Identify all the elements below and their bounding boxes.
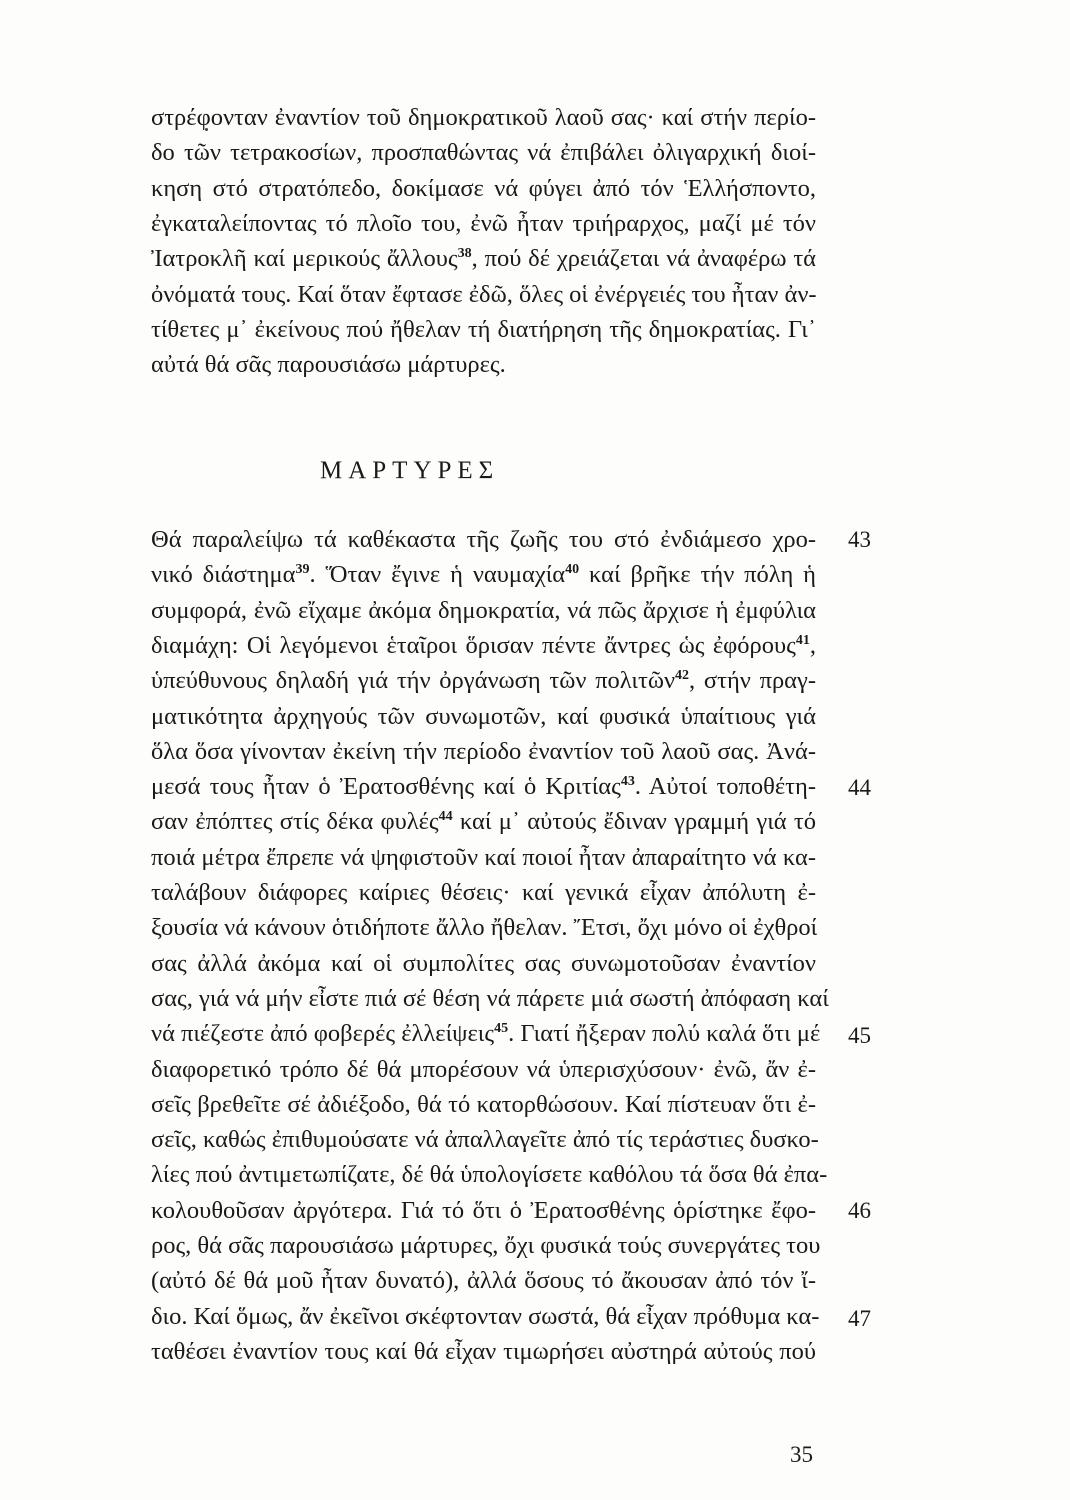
margin-number: 45 bbox=[848, 1023, 871, 1048]
margin-number: 47 bbox=[848, 1306, 871, 1331]
text-segment: , πού δέ χρειάζεται νά ἀναφέρω τά bbox=[471, 245, 816, 273]
margin-number: 44 bbox=[848, 775, 871, 800]
text-line bbox=[151, 1019, 821, 1049]
text-segment: νά πιέζεστε ἀπό φοβερές ἐλλείψεις bbox=[151, 1020, 495, 1048]
text-segment: , bbox=[809, 631, 816, 659]
text-line: ὀνόματά τους. Καί ὅταν ἔφτασε ἐδῶ, ὅλες οἱ ἐνέργειές του ἦταν ἀν- bbox=[151, 280, 817, 308]
text-line bbox=[151, 560, 816, 590]
text-segment: . Αὐτοί τοποθέτη- bbox=[634, 773, 816, 801]
text-line: ὅλα ὅσα γίνονταν ἐκείνη τήν περίοδο ἐναντίον τοῦ λαοῦ σας. Ἀνά- bbox=[151, 737, 816, 765]
text-segment: διαμάχη: Οἱ λεγόμενοι ἑταῖροι ὅρισαν πέντε ἄντρες ὡς ἐφόρους bbox=[151, 631, 796, 659]
text-line: αὐτά θά σᾶς παρουσιάσω μάρτυρες. bbox=[151, 351, 506, 379]
text-line bbox=[151, 807, 816, 837]
footnote-marker: 44 bbox=[438, 809, 453, 825]
text-line: ματικότητα ἀρχηγούς τῶν συνωμοτῶν, καί φυσικά ὑπαίτιους γιά bbox=[151, 702, 816, 730]
text-segment: μεσά τους ἦταν ὁ Ἐρατοσθένης καί ὁ Κριτίας bbox=[151, 773, 621, 801]
margin-number: 46 bbox=[848, 1198, 871, 1223]
text-line: ταλάβουν διάφορες καίριες θέσεις· καί γενικά εἶχαν ἀπόλυτη ἐ- bbox=[151, 879, 816, 906]
footnote-marker: 45 bbox=[494, 1021, 509, 1037]
text-segment: καί βρῆκε τήν πόλη ἡ bbox=[579, 561, 816, 589]
text-line: δο τῶν τετρακοσίων, προσπαθώντας νά ἐπιβάλει ὀλιγαρχική διοί- bbox=[151, 139, 816, 167]
text-line: σεῖς, καθώς ἐπιθυμούσατε νά ἀπαλλαγεῖτε ἀπό τίς τεράστιες δυσκο- bbox=[151, 1126, 819, 1154]
text-line: διο. Καί ὅμως, ἄν ἐκεῖνοι σκέφτονταν σωστά, θά εἶχαν πρόθυμα κα- bbox=[151, 1302, 820, 1330]
text-line: ταθέσει ἐναντίον τους καί θά εἶχαν τιμωρήσει αὐστηρά αὐτούς πού bbox=[151, 1337, 816, 1365]
footnote-marker: 39 bbox=[295, 562, 310, 578]
text-line: σας ἀλλά ἀκόμα καί οἱ συμπολίτες σας συνωμοτοῦσαν ἐναντίον bbox=[151, 949, 816, 977]
page-number: 35 bbox=[790, 1442, 813, 1467]
text-line: (αὐτό δέ θά μοῦ ἦταν δυνατό), ἀλλά ὅσους τό ἄκουσαν ἀπό τόν ἴ- bbox=[151, 1267, 816, 1295]
text-line: ποιά μέτρα ἔπρεπε νά ψηφιστοῦν καί ποιοί ἦταν ἀπαραίτητο νά κα- bbox=[151, 843, 816, 871]
text-line: ρος, θά σᾶς παρουσιάσω μάρτυρες, ὄχι φυσικά τούς συνεργάτες του bbox=[151, 1232, 821, 1259]
text-line bbox=[151, 244, 816, 274]
text-line: τίθετες μ᾽ ἐκείνους πού ἤθελαν τή διατήρηση τῆς δημοκρατίας. Γι᾽ bbox=[151, 315, 816, 343]
text-line: συμφορά, ἐνῶ εἴχαμε ἀκόμα δημοκρατία, νά πῶς ἄρχισε ἡ ἐμφύλια bbox=[151, 596, 816, 624]
text-line: λίες πού ἀντιμετωπίζατε, δέ θά ὑπολογίσετε καθόλου τά ὅσα θά ἐπα- bbox=[151, 1161, 828, 1189]
text-line bbox=[151, 631, 816, 661]
text-line: ἐγκαταλείποντας τό πλοῖο του, ἐνῶ ἦταν τριήραρχος, μαζί μέ τόν bbox=[151, 209, 816, 237]
text-line: Θά παραλείψω τά καθέκαστα τῆς ζωῆς του στό ἐνδιάμεσο χρο- bbox=[151, 526, 816, 553]
section-heading: ΜΑΡΤΥΡΕΣ bbox=[320, 457, 500, 484]
text-segment: ὑπεύθυνους δηλαδή γιά τήν ὀργάνωση τῶν πολιτῶν bbox=[151, 667, 676, 695]
text-line: διαφορετικό τρόπο δέ θά μπορέσουν νά ὑπερισχύσουν· ἐνῶ, ἄν ἐ- bbox=[151, 1055, 816, 1083]
text-segment: νικό διάστημα bbox=[151, 561, 296, 589]
footnote-marker: 40 bbox=[565, 562, 580, 578]
text-line: κολουθοῦσαν ἀργότερα. Γιά τό ὅτι ὁ Ἐρατοσθένης ὁρίστηκε ἔφο- bbox=[151, 1196, 816, 1224]
text-line: ξουσία νά κάνουν ὁτιδήποτε ἄλλο ἤθελαν. Ἔτσι, ὄχι μόνο οἱ ἐχθροί bbox=[151, 914, 818, 942]
text-line: κηση στό στρατόπεδο, δοκίμασε νά φύγει ἀπό τόν Ἑλλήσποντο, bbox=[151, 174, 816, 202]
text-segment: . Ὅταν ἔγινε ἡ ναυμαχία bbox=[309, 561, 566, 589]
footnote-marker: 43 bbox=[620, 774, 635, 790]
text-segment: , στήν πραγ- bbox=[689, 667, 816, 695]
text-segment: σαν ἐπόπτες στίς δέκα φυλές bbox=[151, 808, 439, 836]
footnote-marker: 42 bbox=[675, 668, 690, 684]
text-segment: Ἰατροκλῆ καί μερικούς ἄλλους bbox=[151, 245, 458, 273]
footnote-marker: 38 bbox=[457, 246, 472, 262]
text-line bbox=[151, 772, 816, 802]
margin-number: 43 bbox=[848, 527, 871, 552]
footnote-marker: 41 bbox=[795, 632, 810, 648]
text-line: σας, γιά νά μήν εἶστε πιά σέ θέση νά πάρετε μιά σωστή ἀπόφαση καί bbox=[151, 984, 829, 1012]
text-segment: καί μ᾽ αὐτούς ἔδιναν γραμμή γιά τό bbox=[452, 808, 816, 836]
text-line: σεῖς βρεθεῖτε σέ ἀδιέξοδο, θά τό κατορθώσουν. Καί πίστευαν ὅτι ἐ- bbox=[151, 1090, 816, 1118]
text-line: στρέφονταν ἐναντίον τοῦ δημοκρατικοῦ λαοῦ σας· καί στήν περίο- bbox=[151, 104, 816, 131]
text-segment: . Γιατί ἤξεραν πολύ καλά ὅτι μέ bbox=[508, 1020, 821, 1048]
text-line bbox=[151, 666, 816, 696]
